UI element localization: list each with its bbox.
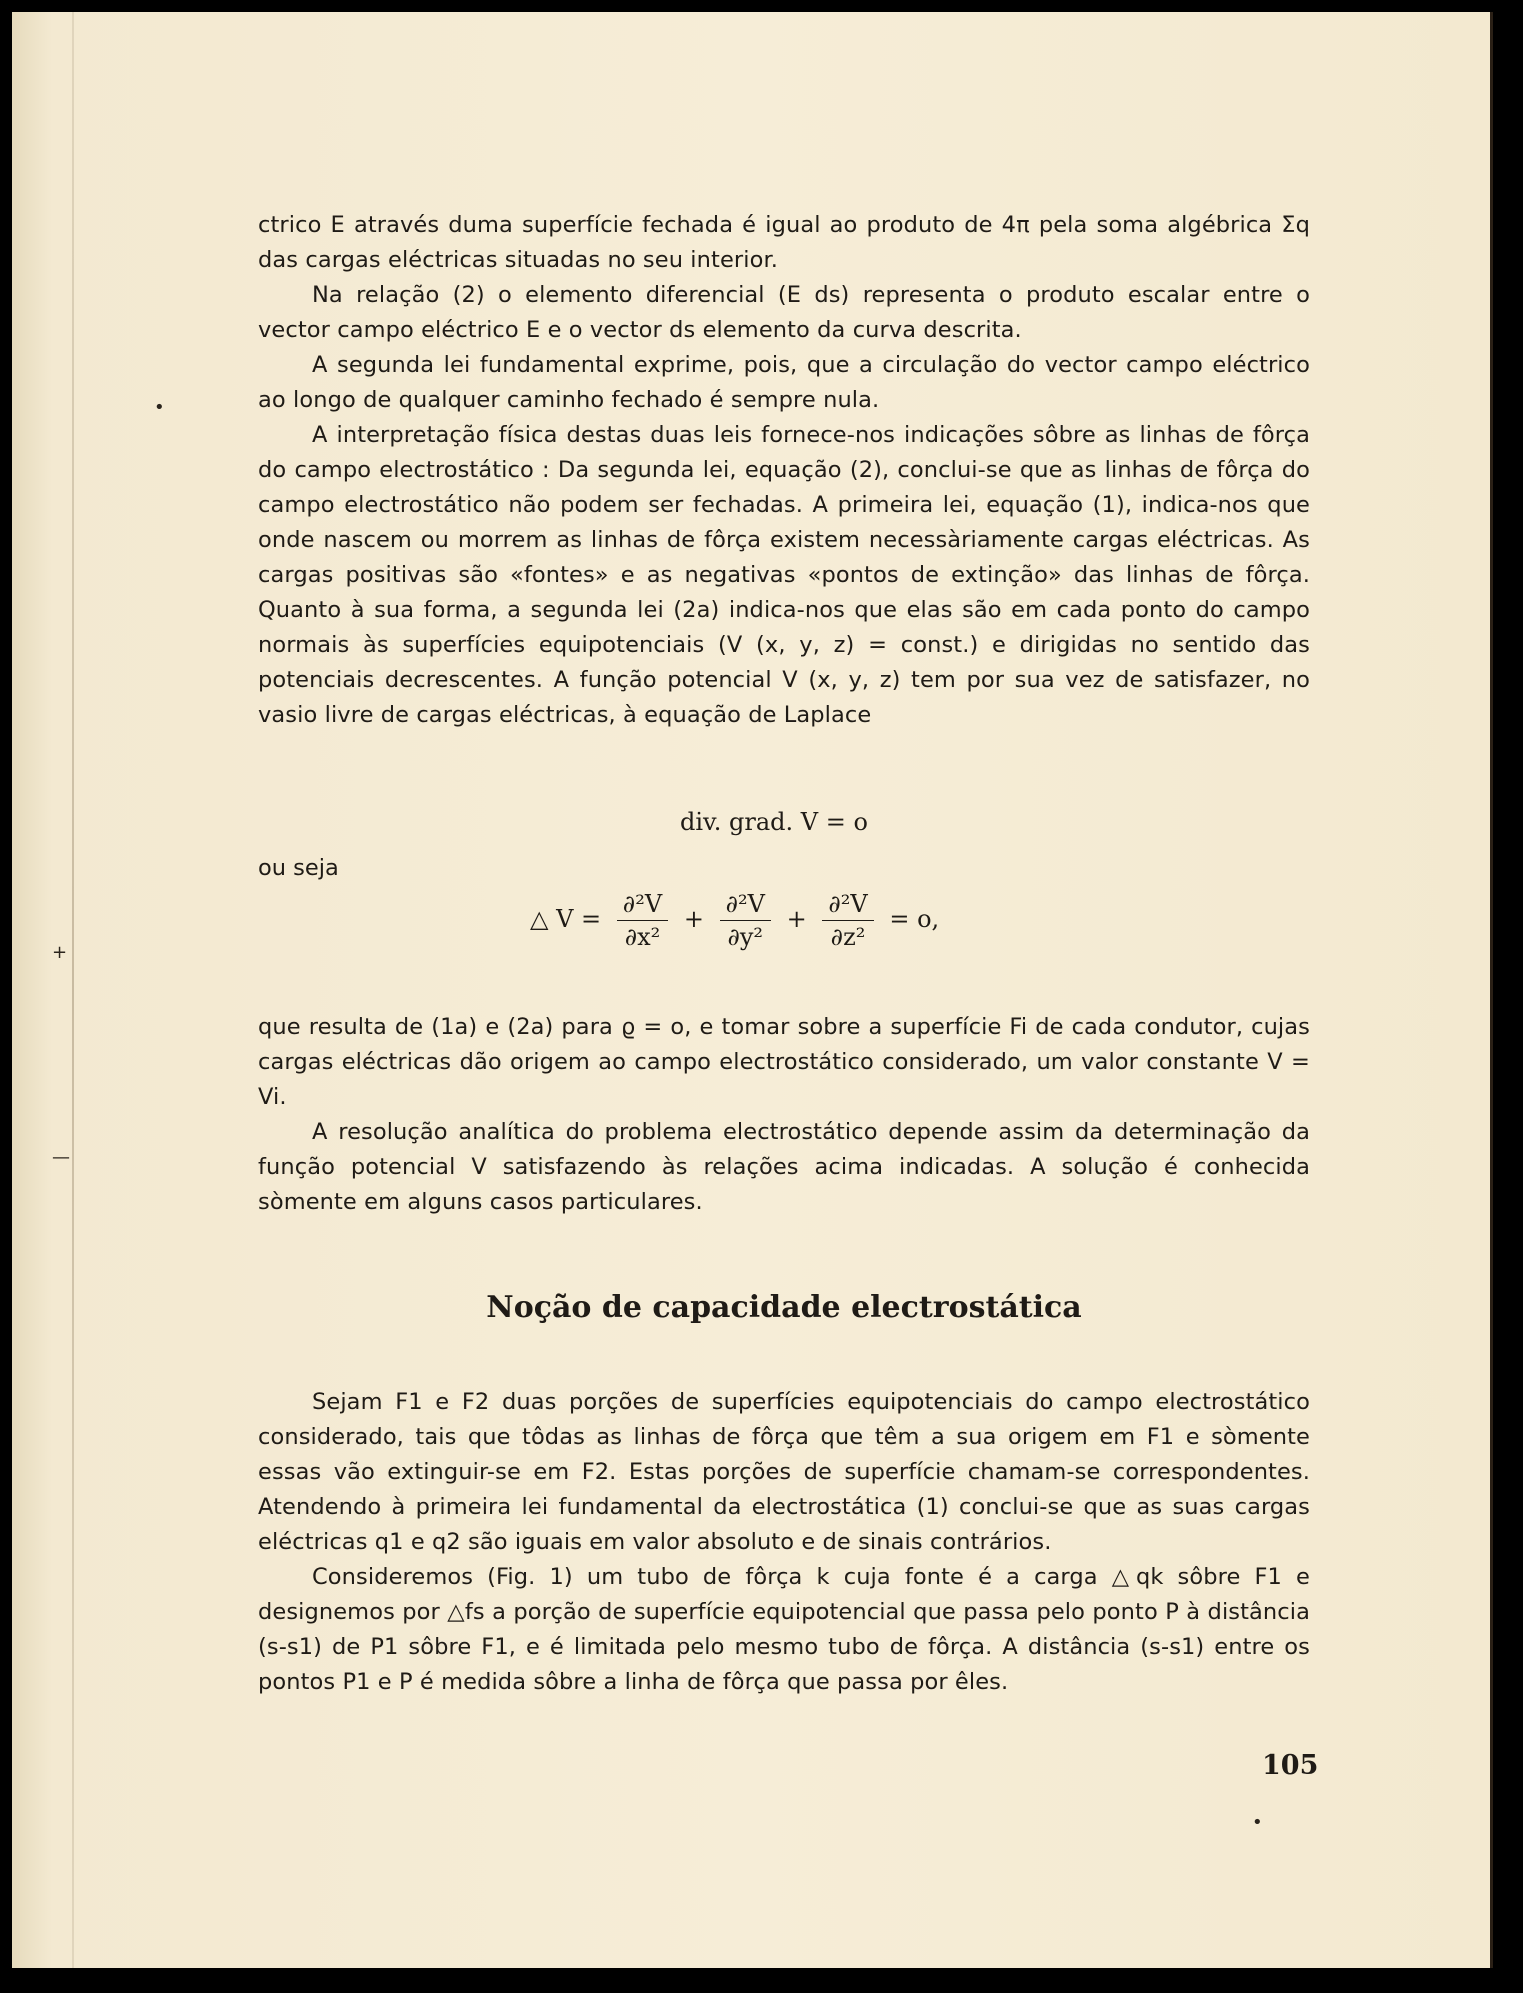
equation-delta-v	[530, 890, 939, 951]
paragraph: Consideremos (Fig. 1) um tubo de fôrça k cuja fonte é a carga △qk sôbre F1 e designemos por △fs a porção de superfície equipotencial que passa pelo ponto P à distância (s-s1) de P1 sôbre F1, e é limitada pelo mesmo tubo de fôrça. A distância (s-s1) entre os pontos P1 e P é medida sôbre a linha de fôrça que passa por êles.	[258, 1564, 1310, 1695]
paragraph: A segunda lei fundamental exprime, pois, que a circulação do vector campo eléctrico ao longo de qualquer caminho fechado é sempre nula.	[258, 352, 1310, 413]
equation-rhs: = o,	[889, 905, 940, 933]
text-block-bottom	[258, 1385, 1310, 1700]
plus-sign: +	[786, 905, 807, 933]
page-number: 105	[1262, 1750, 1319, 1781]
fraction-numerator: ∂²V	[822, 890, 873, 921]
fraction-denominator: ∂x²	[624, 923, 661, 951]
paragraph: Sejam F1 e F2 duas porções de superfícies equipotenciais do campo electrostático considerado, tais que tôdas as linhas de fôrça que têm a sua origem em F1 e sòmente essas vão extinguir-se em F2. Estas porções de superfície chamam-se correspondentes. Atendendo à primeira lei fundamental da electrostática (1) conclui-se que as suas cargas eléctricas q1 e q2 são iguais em valor absoluto e de sinais contrários.	[258, 1389, 1310, 1555]
page-gutter	[72, 12, 74, 1968]
fraction-x	[617, 890, 668, 951]
margin-tick: —	[52, 1147, 70, 1168]
fraction-numerator: ∂²V	[720, 890, 771, 921]
plus-sign: +	[683, 905, 704, 933]
margin-dot: •	[1252, 1812, 1263, 1833]
margin-dot: •	[154, 397, 165, 418]
text-block-mid	[258, 1010, 1310, 1220]
text-block-top	[258, 208, 1310, 733]
paragraph: A resolução analítica do problema electrostático depende assim da determinação da função potencial V satisfazendo às relações acima indicadas. A solução é conhecida sòmente em alguns casos particulares.	[258, 1119, 1310, 1215]
fraction-y	[720, 890, 771, 951]
fraction-denominator: ∂y²	[727, 923, 764, 951]
margin-tick: +	[52, 942, 68, 963]
fraction-z	[822, 890, 873, 951]
section-heading: Noção de capacidade electrostática	[486, 1290, 1082, 1325]
equation-lhs: △ V =	[530, 905, 602, 933]
paragraph: que resulta de (1a) e (2a) para ϱ = o, e tomar sobre a superfície Fi de cada condutor, cujas cargas eléctricas dão origem ao campo electrostático considerado, um valor constante V = Vi.	[258, 1014, 1310, 1110]
fraction-numerator: ∂²V	[617, 890, 668, 921]
ou-seja-label: ou seja	[258, 855, 339, 881]
paragraph: Na relação (2) o elemento diferencial (E ds) representa o produto escalar entre o vector campo eléctrico E e o vector ds elemento da curva descrita.	[258, 282, 1310, 343]
paragraph: ctrico E através duma superfície fechada é igual ao produto de 4π pela soma algébrica Σq das cargas eléctricas situadas no seu interior.	[258, 212, 1310, 273]
equation-laplace: div. grad. V = o	[680, 808, 868, 836]
paragraph: A interpretação física destas duas leis fornece-nos indicações sôbre as linhas de fôrça do campo electrostático : Da segunda lei, equação (2), conclui-se que as linhas de fôrça do campo electrostático não podem ser fechadas. A primeira lei, equação (1), indica-nos que onde nascem ou morrem as linhas de fôrça existem necessàriamente cargas eléctricas. As cargas positivas são «fontes» e as negativas «pontos de extinção» das linhas de fôrça. Quanto à sua forma, a segunda lei (2a) indica-nos que elas são em cada ponto do campo normais às superfícies equipotenciais (V (x, y, z) = const.) e dirigidas no sentido das potenciais decrescentes. A função potencial V (x, y, z) tem por sua vez de satisfazer, no vasio livre de cargas eléctricas, à equação de Laplace	[258, 422, 1310, 728]
fraction-denominator: ∂z²	[830, 923, 866, 951]
